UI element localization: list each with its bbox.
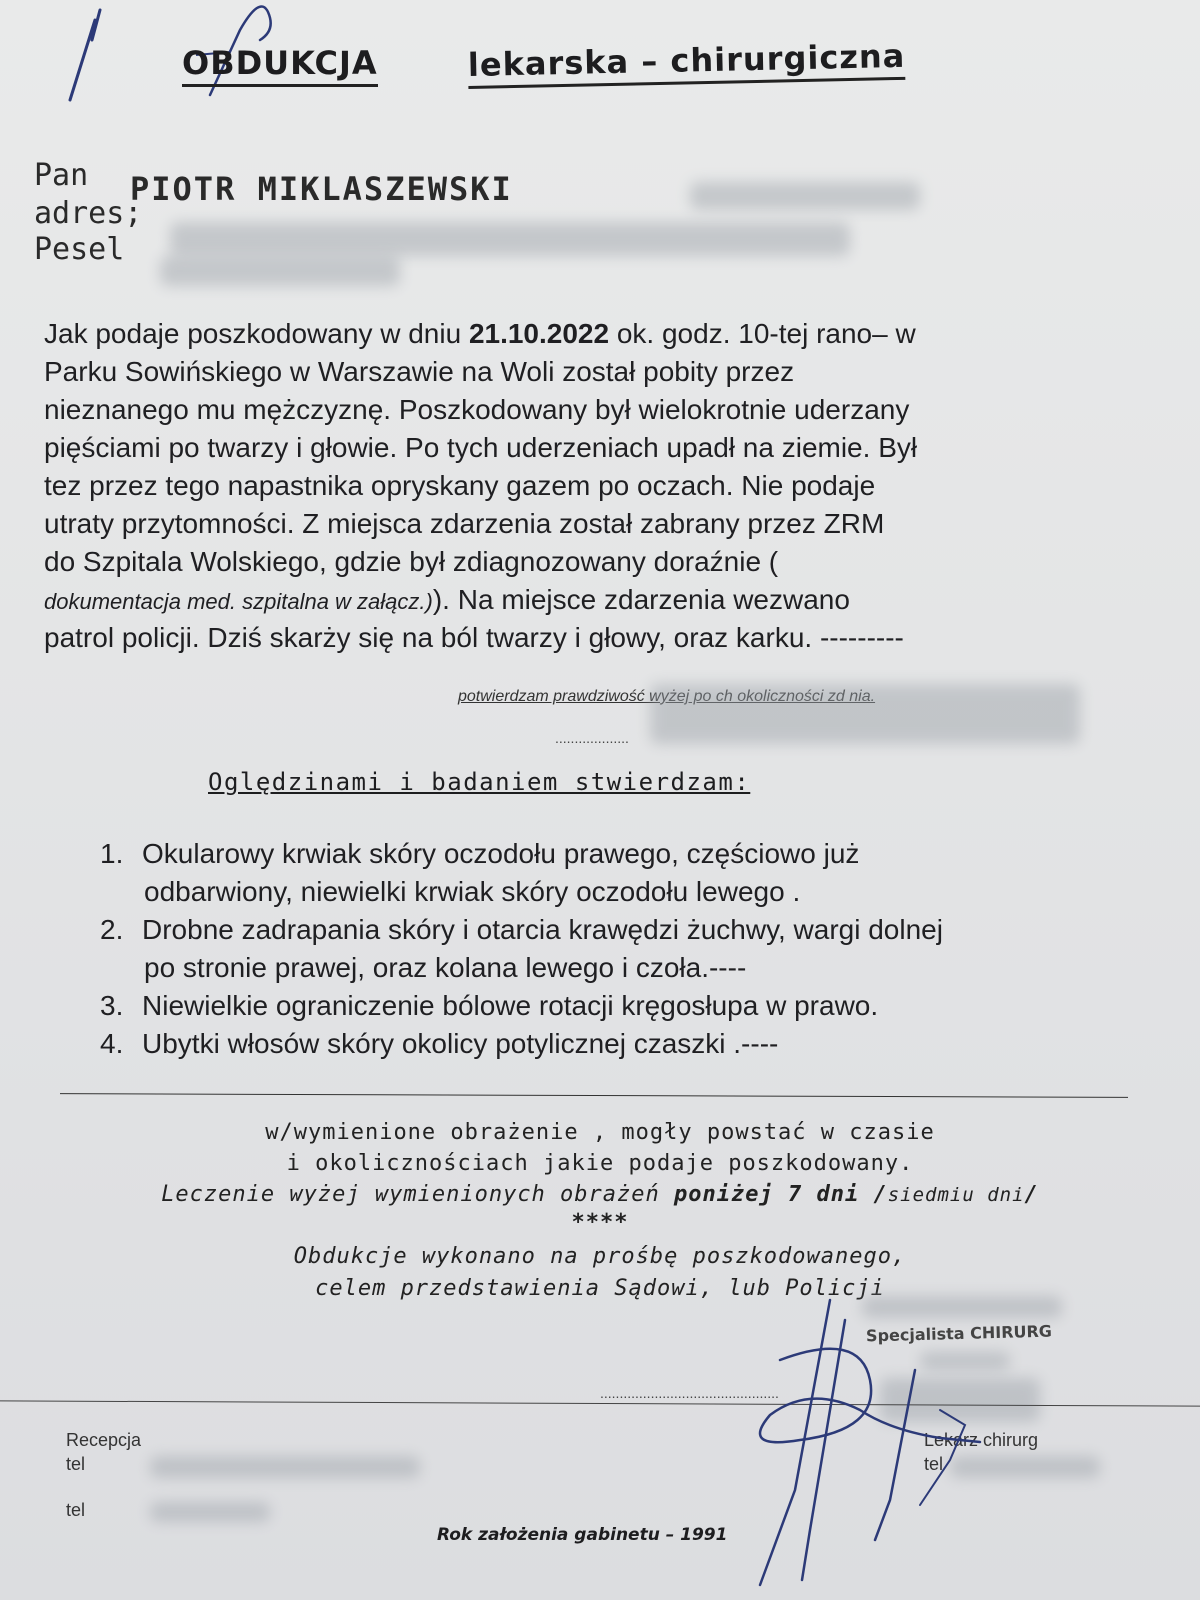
document-subtitle: lekarska – chirurgiczna [468, 37, 906, 89]
narrative-line-8: dokumentacja med. szpitalna w załącz.)). Na miejsce zdarzenia wezwano [44, 584, 850, 615]
conclusion-line-3: Leczenie wyżej wymienionych obrażeń poniżej 7 dni /siedmiu dni/ [161, 1182, 1039, 1207]
finding-1-cont: odbarwiony, niewielki krwiak skóry oczodołu lewego . [144, 876, 801, 907]
redacted-address [170, 222, 850, 256]
narrative-line-7: do Szpitala Wolskiego, gdzie był zdiagnozowany doraźnie ( [44, 546, 779, 577]
finding-2-cont: po stronie prawej, oraz kolana lewego i czoła.---- [144, 952, 747, 983]
redacted-confirmation-signature [650, 684, 1080, 744]
doctor-tel-label: tel [924, 1454, 944, 1474]
document-title: OBDUKCJA [182, 44, 378, 87]
conclusion-line-5: celem przedstawienia Sądowi, lub Policji [315, 1276, 885, 1301]
reception-tel-label: tel [66, 1454, 86, 1474]
narrative-line-3: nieznanego mu mężczyznę. Poszkodowany był wielokrotnie uderzany [44, 394, 910, 425]
examination-heading: Oględzinami i badaniem stwierdzam: [208, 768, 751, 796]
finding-3: 3. Niewielkie ograniczenie bólowe rotacji kręgosłupa w prawo. [100, 990, 879, 1021]
second-tel-label: tel [66, 1500, 86, 1520]
narrative-line-6: utraty przytomności. Z miejsca zdarzenia został zabrany przez ZRM [44, 508, 885, 539]
divider-line [60, 1093, 1128, 1098]
finding-2: 2. Drobne zadrapania skóry i otarcia krawędzi żuchwy, wargi dolnej [100, 914, 943, 945]
conclusion-line-4: Obdukcje wykonano na prośbę poszkodowanego, [293, 1244, 907, 1269]
incident-date: 21.10.2022 [468, 318, 610, 349]
narrative-line-4: pięściami po twarzy i głowie. Po tych uderzeniach upadł na ziemie. Był [44, 432, 918, 463]
treatment-duration: poniżej 7 dni [674, 1182, 860, 1207]
confirmation-statement: potwierdzam prawdziwość wyżej po ch okoliczności zd nia. [458, 688, 876, 705]
narrative-line-5: tez przez tego napastnika opryskany gazem po oczach. Nie podaje [44, 470, 876, 501]
narrative-line-1: Jak podaje poszkodowany w dniu 21.10.2022 ok. godz. 10-tej rano– w [44, 318, 916, 349]
doctor-label: Lekarz chirurg [924, 1430, 1039, 1450]
founded-year: Rok założenia gabinetu – 1991 [437, 1525, 728, 1545]
narrative-line-2: Parku Sowińskiego w Warszawie na Woli został pobity przez [44, 356, 795, 387]
patient-name: PIOTR MIKLASZEWSKI [130, 170, 513, 208]
signature-line-dots: .............................................. [600, 1385, 779, 1401]
finding-4: 4. Ubytki włosów skóry okolicy potylicznej czaszki .---- [100, 1028, 779, 1059]
conclusion-line-1: w/wymienione obrażenie , mogły powstać w czasie [265, 1120, 935, 1145]
redacted-second-phone [150, 1502, 270, 1522]
redacted-birthdate [690, 182, 920, 210]
redacted-reception-phone [150, 1456, 420, 1478]
signature-dots: ................... [555, 730, 629, 746]
pesel-label: Pesel [34, 232, 125, 267]
doctor-signature [740, 1290, 1100, 1590]
redacted-pesel [160, 256, 400, 286]
finding-1: 1. Okularowy krwiak skóry oczodołu prawego, częściowo już [100, 838, 860, 869]
stamp-specialist: Specjalista CHIRURG [865, 1321, 1053, 1346]
address-label: adres; [34, 196, 143, 231]
conclusion-line-2: i okolicznościach jakie podaje poszkodowany. [286, 1151, 914, 1176]
reception-label: Recepcja [66, 1430, 142, 1450]
narrative-line-9: patrol policji. Dziś skarży się na ból twarzy i głowy, oraz karku. --------- [44, 622, 904, 653]
pan-label: Pan [34, 158, 89, 193]
conclusion-stars: **** [571, 1210, 629, 1235]
